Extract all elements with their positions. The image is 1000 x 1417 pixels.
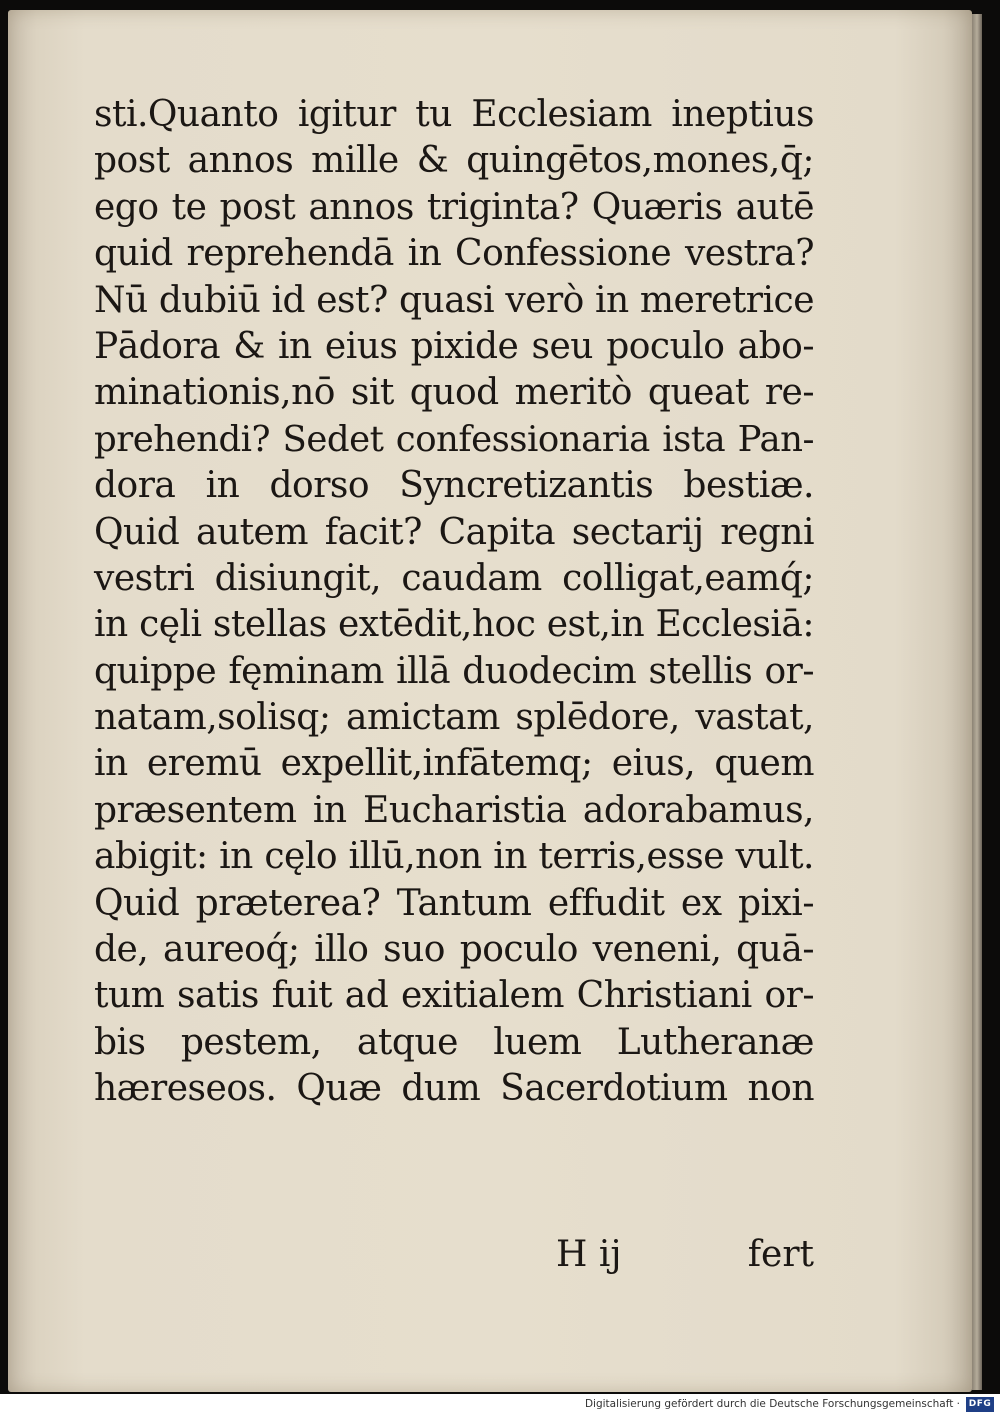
text-line: de, aureoq́; illo suo poculo veneni, quā- [94,929,814,971]
text-line: Nū dubiū id est? quasi verò in meretrice [94,279,814,321]
text-line: ego te post annos triginta? Quæris autē [94,186,814,228]
page-edge [972,14,982,1390]
text-line: in cęli stellas extēdit,hoc est,in Ecclesiā: [94,604,814,646]
text-line: abigit: in cęlo illū,non in terris,esse vult. [94,836,814,878]
text-line: minationis,nō sit quod meritò queat re- [94,372,814,414]
text-line: bis pestem, atque luem Lutheranæ [94,1021,814,1063]
text-line: dora in dorso Syncretizantis bestiæ. [94,465,814,507]
body-text [94,92,814,1113]
text-line: præsentem in Eucharistia adorabamus, [94,789,814,831]
text-line: post annos mille & quingētos,mones,q̄; [94,140,814,182]
text-line: Quid præterea? Tantum effudit ex pixi- [94,882,814,924]
text-line: hæreseos. Quæ dum Sacerdotium non [94,1068,814,1110]
text-line: quid reprehendā in Confessione vestra? [94,233,814,275]
signature-mark: H ij [556,1234,622,1275]
text-line: tum satis fuit ad exitialem Christiani or- [94,975,814,1017]
text-line: sti.Quanto igitur tu Ecclesiam ineptius [94,94,814,135]
catchword: fert [747,1234,814,1275]
text-line: Quid autem facit? Capita sectarij regni [94,511,814,553]
text-line: vestri disiungit, caudam colligat,eamq́; [94,557,814,599]
dfg-logo: DFG [966,1397,994,1412]
funding-credit: Digitalisierung gefördert durch die Deutsche Forschungsgemeinschaft · [584,1398,960,1410]
text-line: prehendi? Sedet confessionaria ista Pan- [94,418,814,460]
text-line: Pādora & in eius pixide seu poculo abo- [94,325,814,367]
text-line: in eremū expellit,infātemq; eius, quem [94,743,814,785]
text-line: natam,solisq; amictam splēdore, vastat, [94,697,814,739]
footer-bar [0,1394,1000,1417]
catchline [94,1232,814,1278]
text-line: quippe fęminam illā duodecim stellis or- [94,650,814,692]
